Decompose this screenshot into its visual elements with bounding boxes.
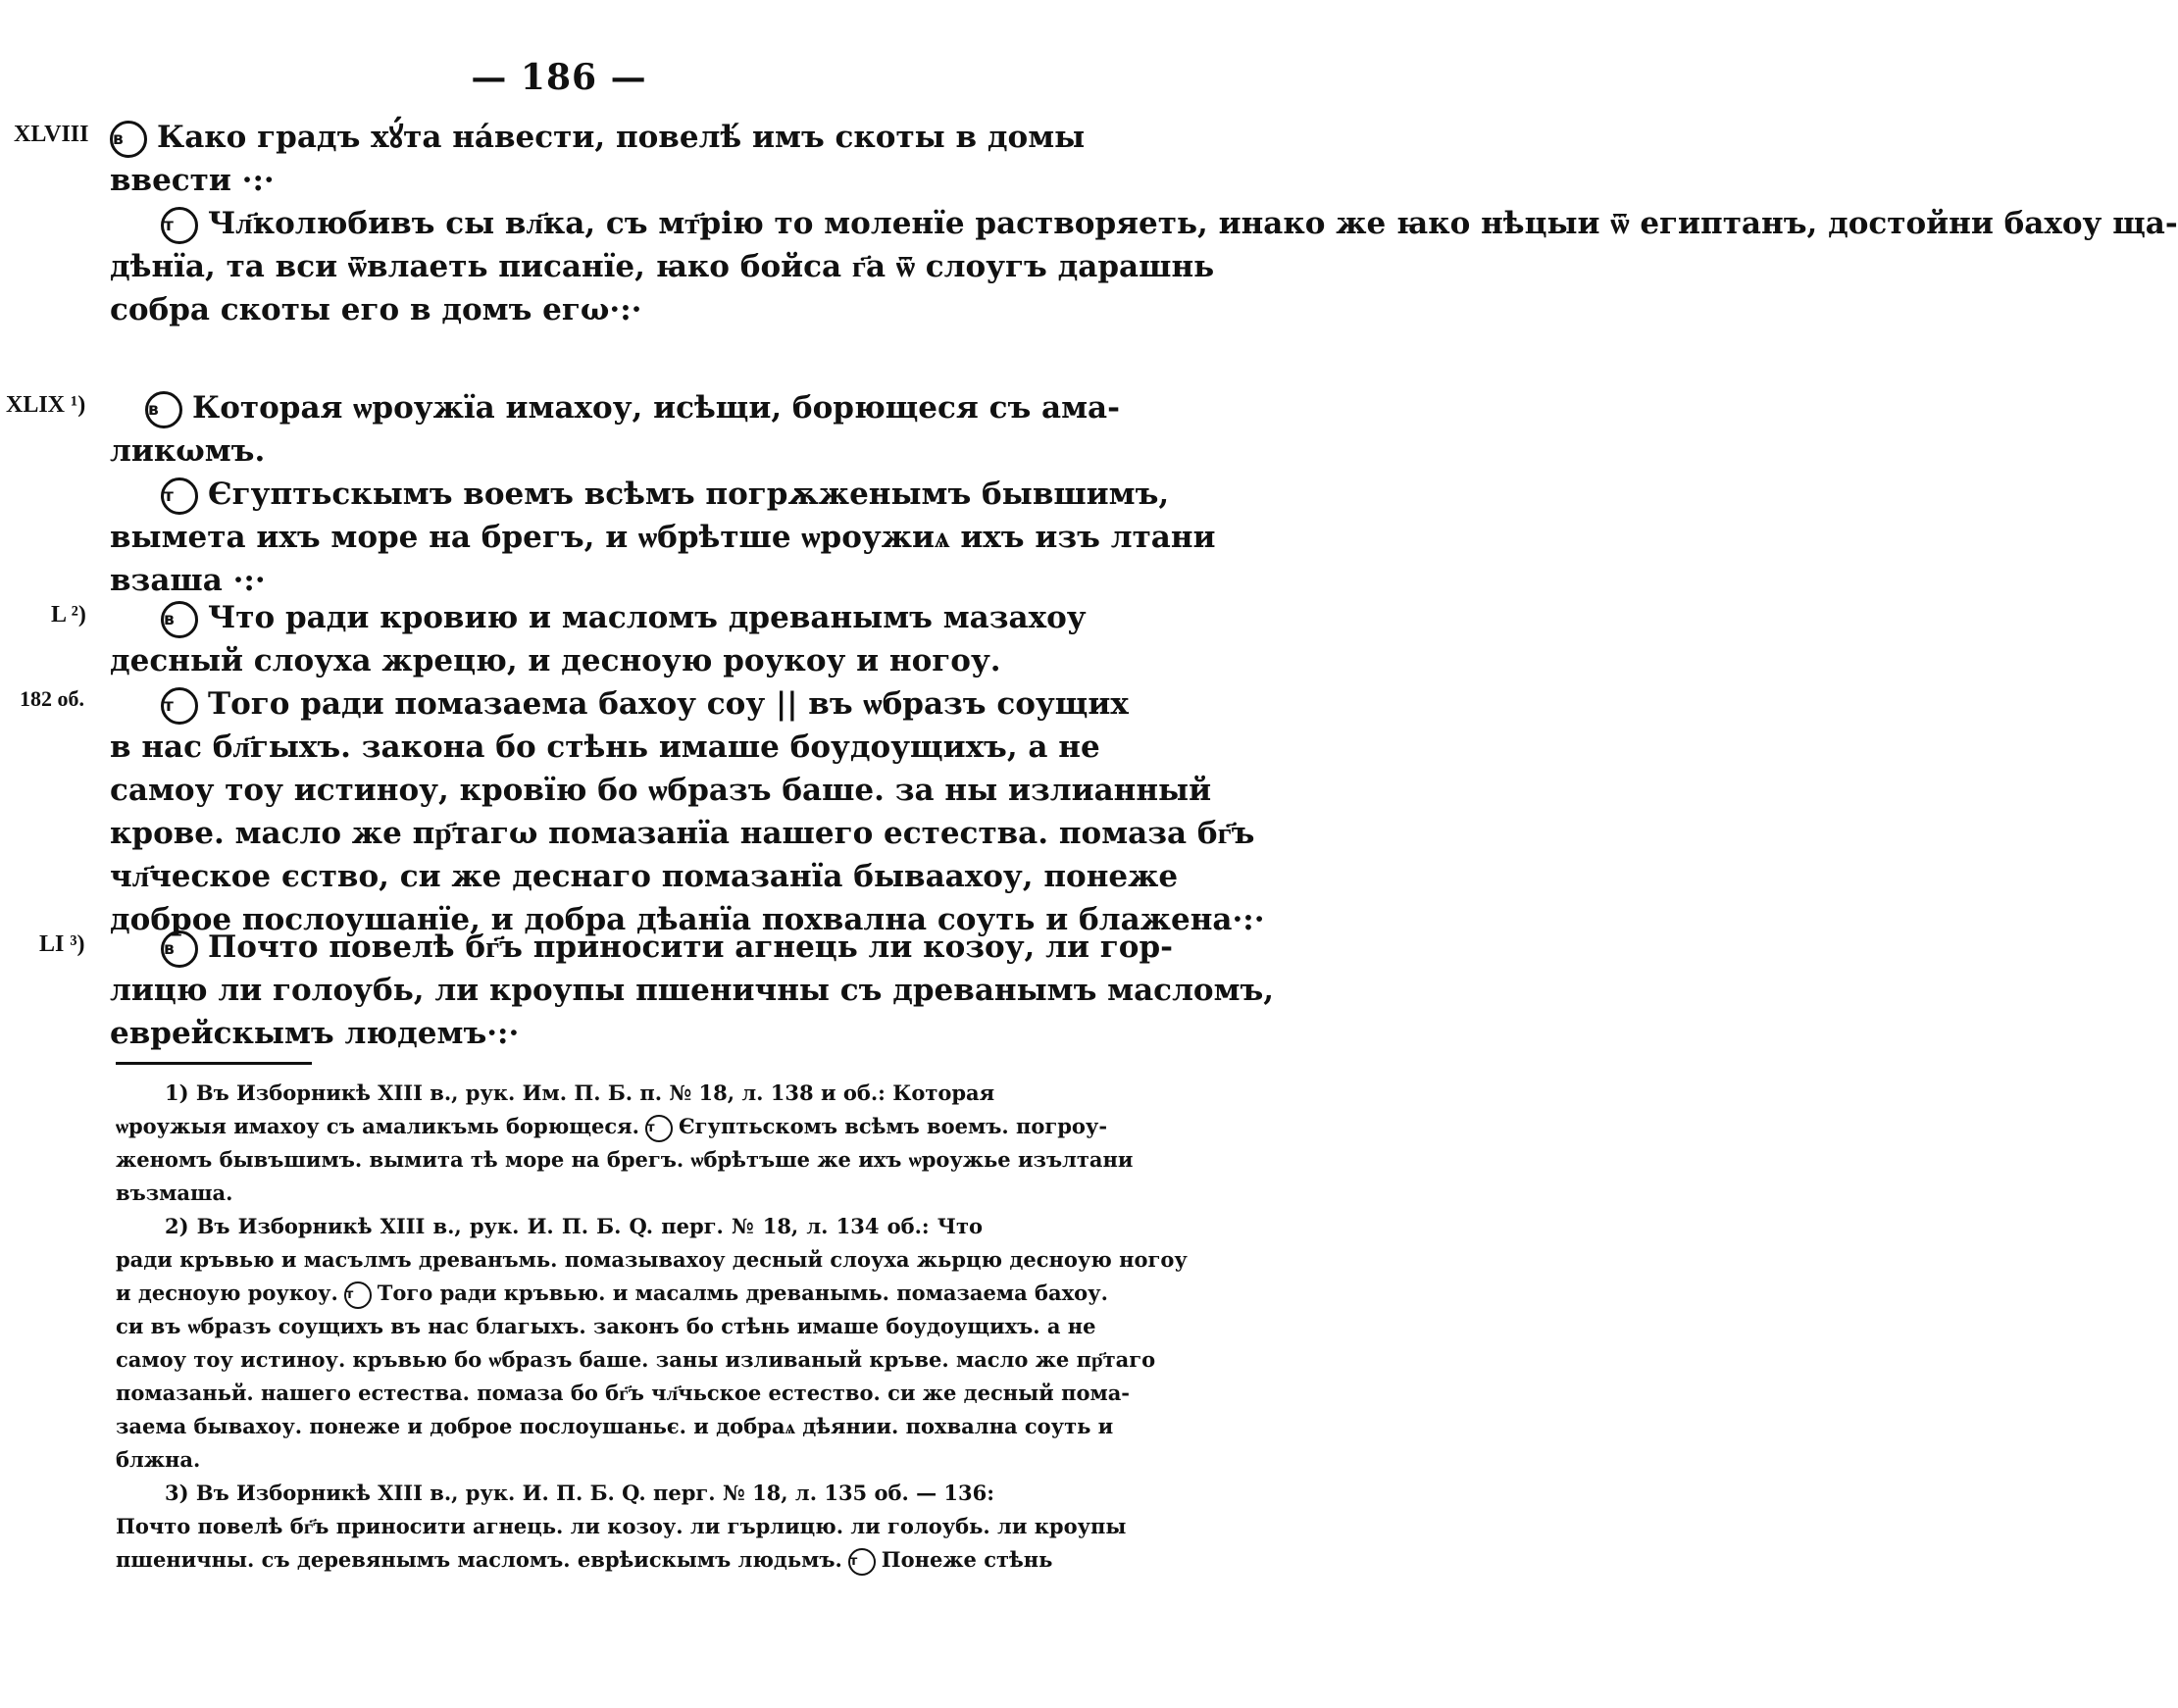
question-line: еврейскымъ людемъ·:· xyxy=(110,1016,520,1051)
footnote-2 xyxy=(116,1210,1188,1477)
question-line xyxy=(110,926,1173,969)
question-line xyxy=(110,386,1120,429)
question-text: Что ради кровию и масломъ древанымъ мазахоу xyxy=(208,600,1087,635)
answer-line: в нас бл҃гыхъ. закона бо стѣнь имаше боудоущихъ, а не xyxy=(110,729,1100,765)
question-circle-icon: в xyxy=(161,601,198,638)
answer-line xyxy=(110,473,1170,516)
question-text: Како градъ хꙋ́та нáвести, повелѣ́ имъ скоты в домы xyxy=(157,120,1086,155)
question-text: Почто повелѣ бг҃ъ приносити агнець ли козоу, ли гор- xyxy=(208,929,1173,965)
question-circle-icon: в xyxy=(145,391,182,428)
question-line: десный слоуха жрецю, и десноую роукоу и ногоу. xyxy=(110,643,1001,678)
footnote-line: възмаша. xyxy=(116,1181,233,1205)
footnote-line: 3) Въ Изборникѣ XIII в., рук. И. П. Б. Q. перг. № 18, л. 135 об. — 136: xyxy=(165,1481,995,1505)
question-line xyxy=(110,116,1086,159)
answer-line: взаша ·:· xyxy=(110,563,266,598)
footnote-line: 2) Въ Изборникѣ XIII в., рук. И. П. Б. Q. перг. № 18, л. 134 об.: Что xyxy=(165,1214,983,1238)
answer-circle-icon: т xyxy=(161,207,198,244)
folio-note: 182 об. xyxy=(20,686,84,711)
footnote-line: 1) Въ Изборникѣ XIII в., рук. Им. П. Б. п. № 18, л. 138 и об.: Которая xyxy=(165,1080,995,1105)
footnote-line xyxy=(116,1110,1108,1143)
margin-label-li: LI ³) xyxy=(39,931,85,957)
footnote-text: и десноую роукоу. xyxy=(116,1281,338,1305)
question-circle-icon: в xyxy=(161,930,198,968)
answer-line: чл҃ческое єство, си же деснаго помазанїа бываахоу, понеже xyxy=(110,859,1179,894)
entry-li xyxy=(110,926,1275,1055)
footnote-line: самоу тоу истиноу. кръвью бо ѡбразъ баше. заны изливаный кръве. масло же пр҃таго xyxy=(116,1347,1156,1372)
footnote-text: Єгуптьскомъ всѣмъ воемъ. погроу- xyxy=(678,1114,1108,1138)
question-text: Которая ѡроужїа имахоу, исѣщи, борющеся съ ама- xyxy=(192,390,1120,426)
footnote-text: ѡроужыя имахоу съ амаликъмь борющеся. xyxy=(116,1114,639,1138)
question-line: лицю ли голоубь, ли кроупы пшеничны съ древанымъ масломъ, xyxy=(110,973,1275,1008)
question-line: ввести ·:· xyxy=(110,163,275,198)
answer-line xyxy=(110,202,2178,245)
footnotes xyxy=(116,1077,1188,1577)
footnote-line: си въ ѡбразъ соущихъ въ нас благыхъ. законъ бо стѣнь имаше боудоущихъ. а не xyxy=(116,1314,1096,1338)
footnote-line: женомъ бывъшимъ. вымита тѣ море на брегъ. ѡбрѣтъше же ихъ ѡроужье изълтани xyxy=(116,1147,1134,1172)
question-line: ликωмъ. xyxy=(110,433,266,469)
answer-circle-icon: т xyxy=(161,477,198,515)
footnote-1 xyxy=(116,1077,1134,1210)
question-circle-icon: в xyxy=(110,121,147,158)
answer-line xyxy=(110,682,1129,726)
footnote-line: ради кръвью и масълмъ древанъмь. помазывахоу десный слоуха жьрцю десноую ногоу xyxy=(116,1247,1188,1272)
footnote-line: Почто повелѣ бг҃ъ приносити агнець. ли козоу. ли гърлицю. ли голоубь. ли кроупы xyxy=(116,1514,1127,1538)
footnote-line: помазаньй. нашего естества. помаза бо бг҃ъ чл҃чьское естество. си же десный пома- xyxy=(116,1381,1131,1405)
answer-line: собра скоты его в домъ егω·:· xyxy=(110,292,642,327)
footnote-rule xyxy=(116,1062,312,1065)
answer-circle-icon: т xyxy=(344,1281,372,1309)
footnote-line: заема бывахоу. понеже и доброе послоушаньє. и добраѧ дѣянии. похвална соуть и xyxy=(116,1414,1114,1438)
answer-circle-icon: т xyxy=(848,1548,876,1576)
answer-line: крове. масло же пр҃тагω помазанїа нашего естества. помаза бг҃ъ xyxy=(110,816,1255,851)
answer-line: дѣнїа, та вси ѿвлаеть писанїе, ꙗко бойса г҃а ѿ слоугъ дарашнь xyxy=(110,249,1215,284)
question-line xyxy=(110,596,1087,639)
margin-label-xlviii: XLVIII xyxy=(14,122,89,147)
answer-text: Єгуптьскымъ воемъ всѣмъ погрѫженымъ бывшимъ, xyxy=(208,477,1170,512)
answer-circle-icon: т xyxy=(161,687,198,725)
answer-line: самоу тоу истиноу, кровїю бо ѡбразъ баше. за ны излианный xyxy=(110,773,1212,808)
footnote-text: Того ради кръвью. и масалмь древанымь. помазаема бахоу. xyxy=(377,1281,1108,1305)
entry-xlix xyxy=(110,386,1216,602)
page-number: — 186 — xyxy=(471,57,647,98)
entry-xlviii xyxy=(110,116,2178,331)
answer-line: доброе послоушанїе, и добра дѣанїа похвална соуть и блажена·:· xyxy=(110,902,1265,937)
footnote-line: блжна. xyxy=(116,1447,201,1472)
footnote-text: Понеже стѣнь xyxy=(881,1547,1053,1572)
entry-l xyxy=(110,596,1265,941)
footnote-line xyxy=(116,1277,1108,1310)
footnote-3 xyxy=(116,1477,1127,1577)
answer-text: Чл҃колюбивъ сы вл҃ка, съ мт҃рію то моленїе растворяеть, инако же ꙗко нѣцыи ѿ египтанъ, достойни бахоу ща- xyxy=(208,206,2178,241)
footnote-text: пшеничны. съ деревянымъ масломъ. еврѣискымъ людьмъ. xyxy=(116,1547,842,1572)
margin-label-l: L ²) xyxy=(51,602,86,628)
answer-circle-icon: т xyxy=(645,1115,673,1142)
margin-label-xlix: XLIX ¹) xyxy=(6,392,86,418)
answer-line: вымета ихъ море на брегъ, и ѡбрѣтше ѡроужиѧ ихъ изъ лтани xyxy=(110,520,1216,555)
footnote-line xyxy=(116,1543,1053,1577)
answer-text: Того ради помазаема бахоу соу || въ ѡбразъ соущих xyxy=(208,686,1129,722)
